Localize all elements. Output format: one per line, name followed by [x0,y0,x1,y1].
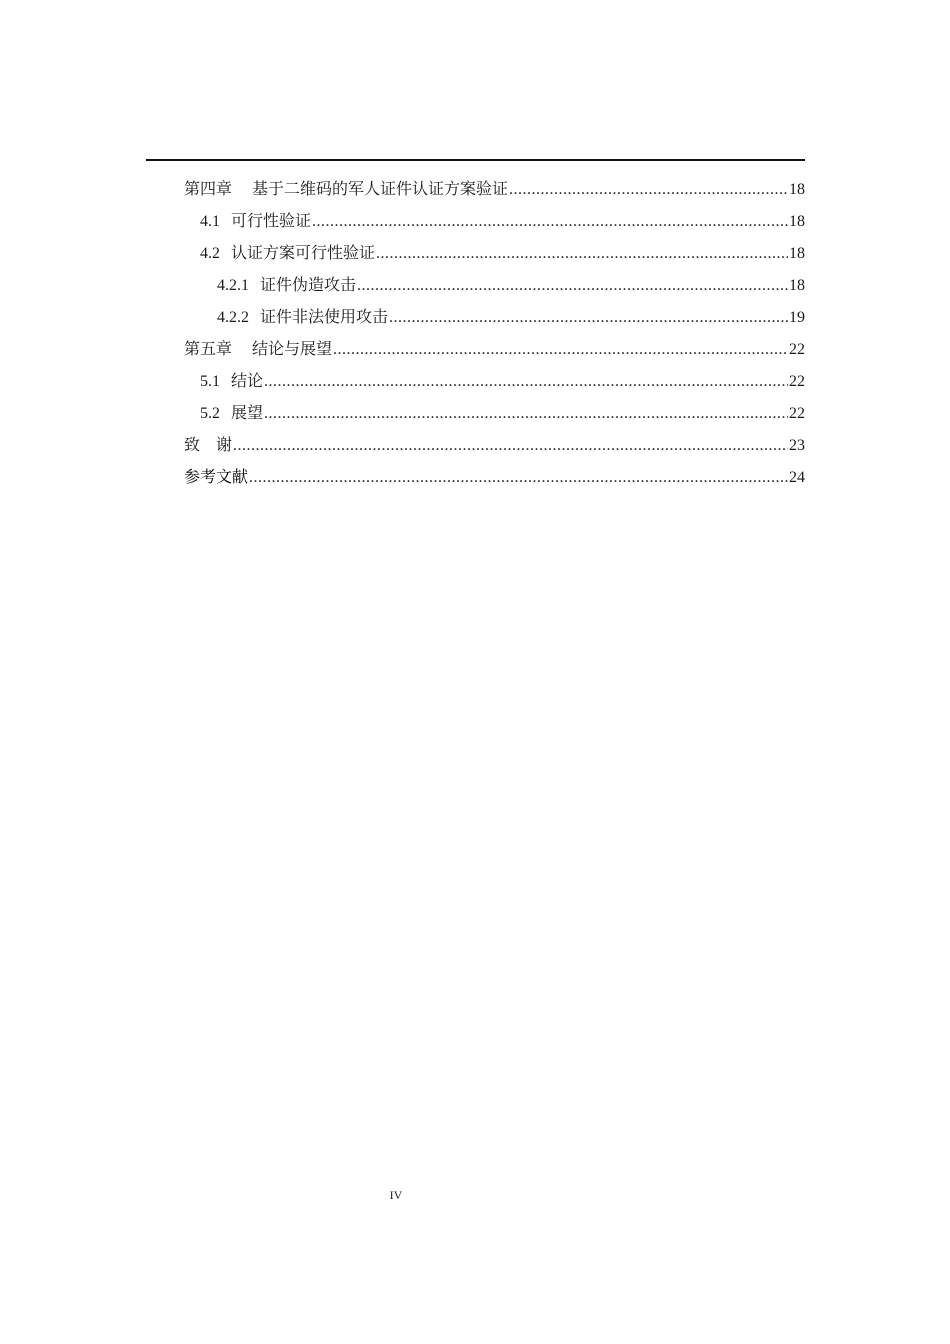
toc-entry-page: 18 [789,213,805,230]
toc-entry-title: 证件非法使用攻击 [260,307,389,326]
toc-entry-title: 致 谢 [184,435,233,454]
page-number: IV [389,1188,403,1202]
toc-entry-title: 参考文献 [184,467,249,486]
toc-dot-leader [264,366,788,398]
toc-entry-page: 18 [789,245,805,262]
toc-entry-title: 可行性验证 [231,211,312,230]
toc-entry-page: 19 [789,309,805,326]
table-of-contents [184,173,805,493]
toc-entry-label: 第五章 [184,339,233,358]
toc-dot-leader [389,302,788,334]
toc-entry-page: 22 [789,373,805,390]
toc-dot-leader [509,174,788,206]
toc-entry-page: 22 [789,405,805,422]
toc-entry-label: 第四章 [184,179,233,198]
toc-entry-chapter-4[interactable] [184,173,805,205]
header-rule [146,159,805,161]
toc-entry-title: 证件伪造攻击 [260,275,357,294]
toc-entry-label: 4.2.1 [217,277,249,294]
toc-entry-chapter-5[interactable] [184,333,805,365]
toc-entry-page: 18 [789,181,805,198]
toc-entry-label: 5.1 [200,373,220,390]
toc-dot-leader [376,238,788,270]
toc-dot-leader [333,334,788,366]
toc-entry-references[interactable] [184,461,805,493]
toc-entry-title: 结论 [231,371,264,390]
toc-dot-leader [312,206,788,238]
toc-dot-leader [264,398,788,430]
toc-entry-title: 基于二维码的军人证件认证方案验证 [252,179,509,198]
toc-entry-label: 5.2 [200,405,220,422]
toc-entry-page: 18 [789,277,805,294]
toc-entry-acknowledgements[interactable] [184,429,805,461]
toc-entry-title: 结论与展望 [252,339,333,358]
toc-entry-label: 4.1 [200,213,220,230]
toc-entry-5-2[interactable] [184,397,805,429]
toc-entry-page: 23 [789,437,805,454]
toc-entry-title: 展望 [231,403,264,422]
toc-dot-leader [233,430,788,462]
toc-entry-title: 认证方案可行性验证 [231,243,376,262]
toc-entry-label: 4.2.2 [217,309,249,326]
toc-entry-page: 24 [789,469,805,486]
toc-entry-4-2-1[interactable] [184,269,805,301]
toc-dot-leader [249,462,788,494]
toc-entry-label: 4.2 [200,245,220,262]
toc-entry-page: 22 [789,341,805,358]
toc-entry-5-1[interactable] [184,365,805,397]
toc-entry-4-2[interactable] [184,237,805,269]
toc-dot-leader [357,270,788,302]
toc-entry-4-1[interactable] [184,205,805,237]
toc-entry-4-2-2[interactable] [184,301,805,333]
